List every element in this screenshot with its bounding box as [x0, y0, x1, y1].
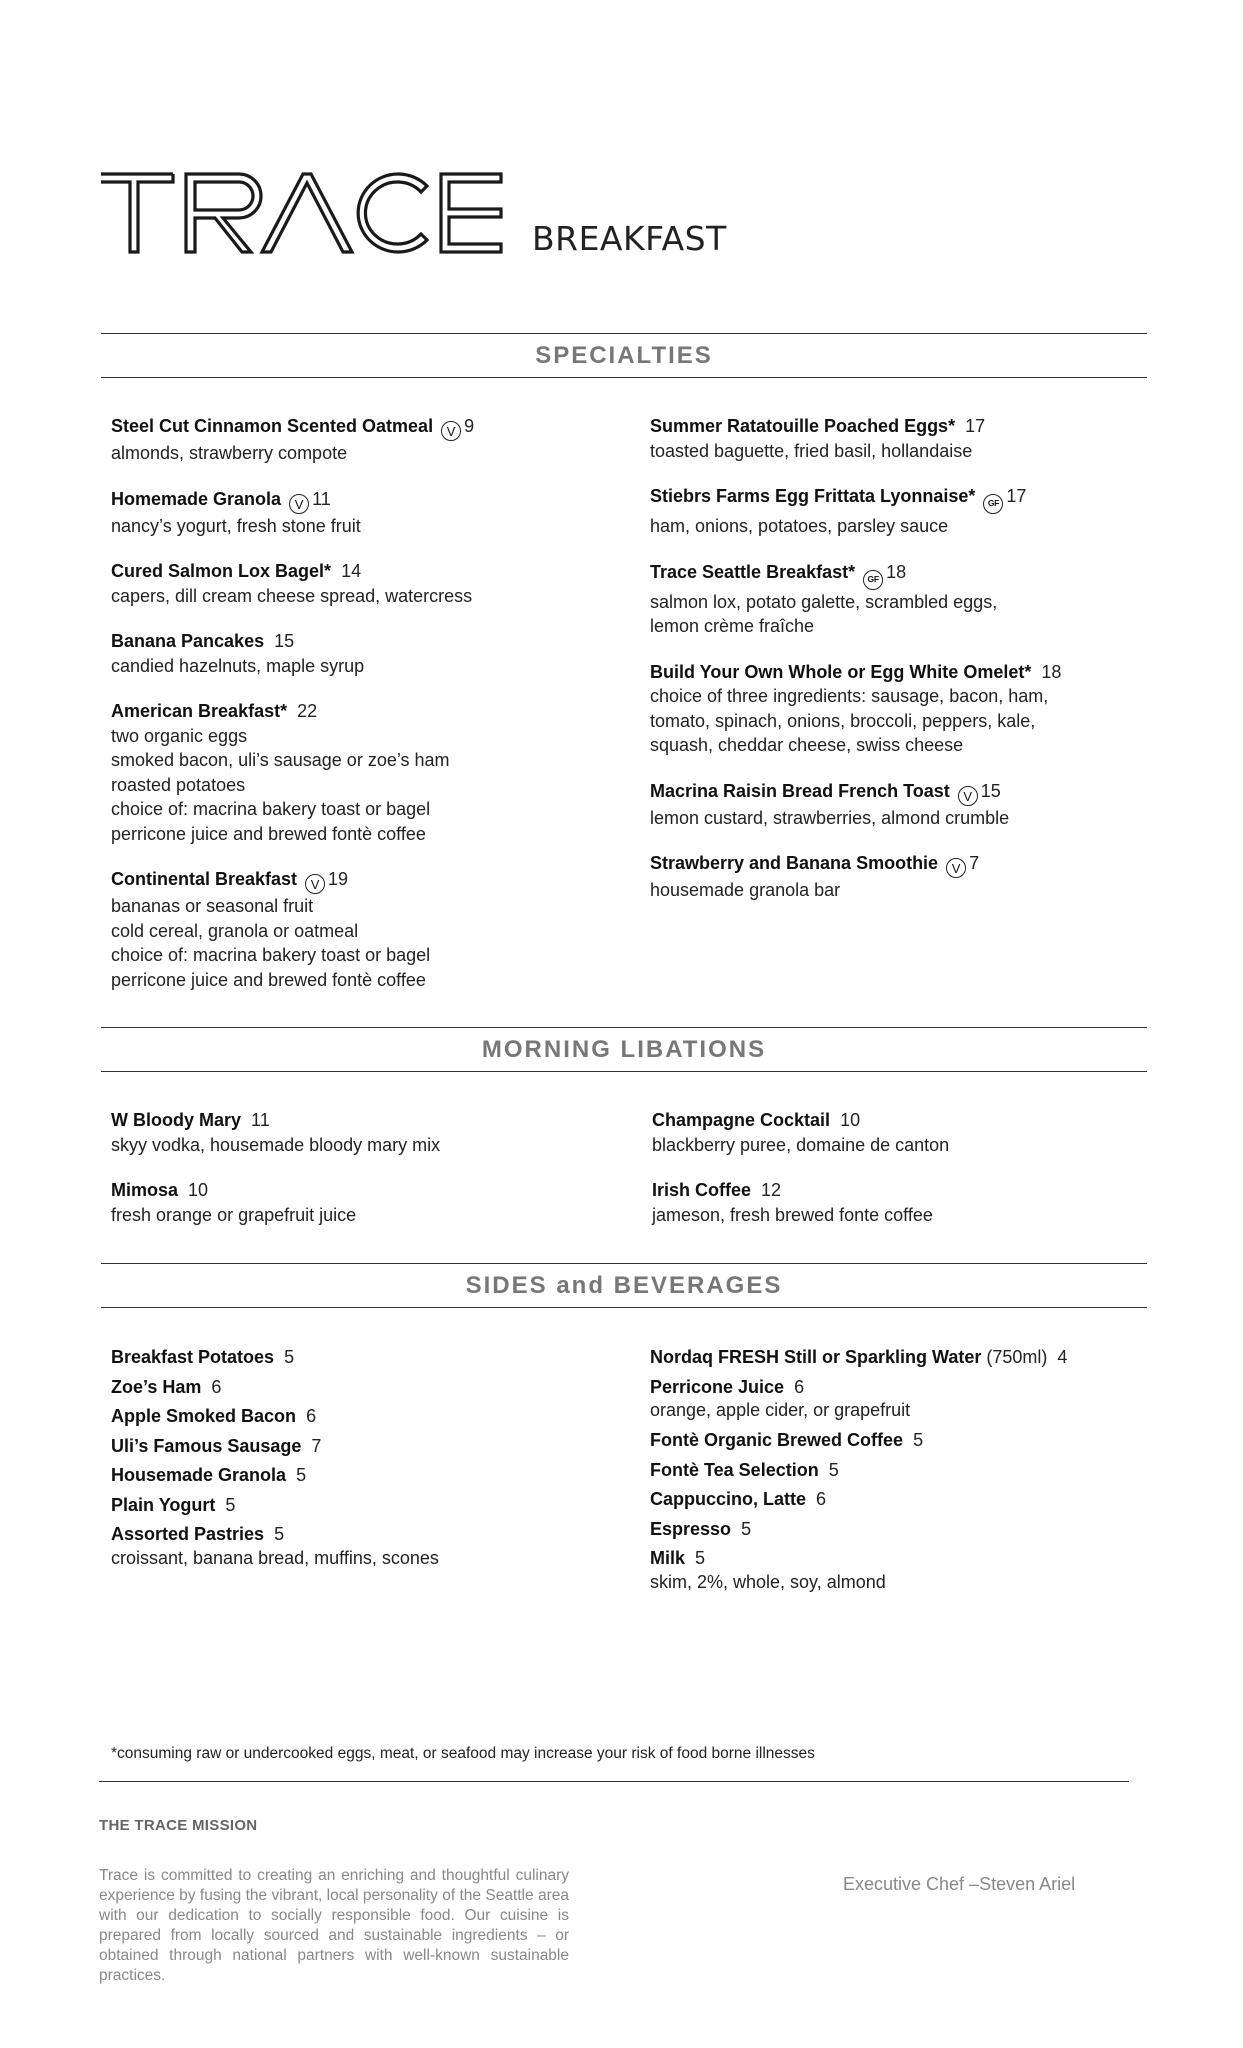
item-price: 5 [225, 1494, 236, 1515]
vegetarian-icon: V [441, 421, 461, 441]
item-price: 5 [296, 1465, 307, 1485]
menu-item [111, 867, 611, 992]
item-description: lemon crème fraîche [650, 616, 815, 636]
spacer [111, 538, 611, 559]
item-price: 6 [816, 1489, 827, 1509]
menu-item-title [111, 559, 611, 584]
menu-item-title [652, 1108, 1152, 1133]
section-title: SPECIALTIES [535, 342, 713, 369]
menu-item [111, 1343, 611, 1373]
item-price: 15 [274, 631, 295, 651]
item-description: skim, 2%, whole, soy, almond [650, 1571, 886, 1592]
item-price: 5 [741, 1518, 752, 1539]
item-name: Homemade Granola [111, 488, 282, 509]
menu-subtitle: BREAKFAST [532, 219, 727, 258]
item-price: 6 [306, 1406, 317, 1426]
item-name: Milk [650, 1548, 686, 1568]
item-name: American Breakfast* [111, 701, 288, 721]
item-description: squash, cheddar cheese, swiss cheese [650, 735, 964, 755]
item-price: 12 [761, 1180, 782, 1200]
item-description: jameson, fresh brewed fonte coffee [652, 1204, 933, 1225]
menu-item [652, 1108, 1152, 1157]
item-price: 6 [794, 1376, 805, 1397]
menu-item [650, 484, 1170, 539]
item-name: Espresso [650, 1518, 732, 1539]
item-description: capers, dill cream cheese spread, watercress [111, 585, 473, 606]
menu-item [650, 560, 1170, 639]
item-description: lemon custard, strawberries, almond crumble [650, 807, 1010, 828]
menu-item [111, 1491, 611, 1521]
item-description: perricone juice and brewed fontè coffee [111, 823, 426, 844]
item-description: candied hazelnuts, maple syrup [111, 655, 365, 676]
item-price: 11 [312, 488, 331, 509]
specialties-right-column [650, 414, 1170, 903]
item-price: 9 [464, 416, 475, 436]
item-description: almonds, strawberry compote [111, 443, 348, 463]
divider [99, 1781, 1129, 1782]
gluten-free-icon: GF [983, 494, 1003, 514]
menu-item [111, 699, 611, 846]
item-name: Steel Cut Cinnamon Scented Oatmeal [111, 416, 434, 436]
spacer [650, 539, 1170, 560]
item-name: Perricone Juice [650, 1376, 785, 1397]
menu-item-title [650, 660, 1170, 685]
item-description: smoked bacon, uli’s sausage or zoe’s ham [111, 750, 450, 770]
item-size: (750ml) [986, 1347, 1048, 1367]
menu-item [111, 487, 611, 539]
section-title: MORNING LIBATIONS [481, 1036, 767, 1063]
item-description: fresh orange or grapefruit juice [111, 1204, 357, 1225]
item-price: 7 [969, 853, 980, 873]
menu-item-title [111, 487, 611, 514]
menu-item-title [111, 1108, 611, 1133]
menu-item [111, 629, 611, 678]
item-name: Macrina Raisin Bread French Toast [650, 780, 950, 801]
menu-item [650, 414, 1170, 463]
item-name: Cappuccino, Latte [650, 1489, 807, 1509]
item-description: croissant, banana bread, muffins, scones [111, 1547, 439, 1568]
executive-chef: Executive Chef –Steven Ariel [843, 1874, 1076, 1894]
item-name: Build Your Own Whole or Egg White Omelet* [650, 661, 1032, 682]
item-description: salmon lox, potato galette, scrambled eggs, [650, 591, 998, 612]
item-price: 19 [328, 869, 349, 889]
item-name: Mimosa [111, 1180, 179, 1200]
item-description: nancy’s yogurt, fresh stone fruit [111, 515, 361, 536]
menu-item-title [650, 484, 1170, 514]
spacer [650, 758, 1170, 779]
item-description: toasted baguette, fried basil, hollandaise [650, 440, 973, 461]
menu-item-title [650, 560, 1170, 590]
item-price: 17 [1006, 486, 1027, 506]
spacer [111, 466, 611, 487]
item-price: 10 [840, 1110, 861, 1130]
vegetarian-icon: V [305, 874, 325, 894]
mission-title: THE TRACE MISSION [99, 1817, 258, 1834]
item-description: cold cereal, granola or oatmeal [111, 920, 359, 941]
item-name: Fontè Tea Selection [650, 1459, 819, 1480]
menu-item-title [650, 779, 1170, 806]
item-price: 6 [211, 1376, 222, 1397]
spacer [111, 846, 611, 867]
item-price: 14 [341, 561, 362, 581]
item-price: 17 [965, 416, 986, 436]
item-name: Fontè Organic Brewed Coffee [650, 1430, 904, 1450]
item-name: Irish Coffee [652, 1180, 752, 1200]
menu-item [650, 1485, 1170, 1515]
item-description: tomato, spinach, onions, broccoli, peppers, kale, [650, 710, 1036, 731]
menu-item [111, 1373, 611, 1403]
menu-item [111, 1178, 611, 1227]
menu-item [111, 1432, 611, 1462]
spacer [652, 1157, 1152, 1178]
specialties-left-column [111, 414, 611, 992]
menu-item [111, 1108, 611, 1157]
item-description: two organic eggs [111, 725, 248, 746]
item-name: Continental Breakfast [111, 869, 298, 889]
item-name: Nordaq FRESH Still or Sparkling Water [650, 1347, 982, 1367]
item-price: 5 [695, 1548, 706, 1568]
item-price: 22 [297, 701, 318, 721]
menu-item-title [111, 414, 611, 441]
item-name: Champagne Cocktail [652, 1110, 831, 1130]
vegetarian-icon: V [289, 494, 309, 514]
menu-item [111, 1402, 611, 1432]
vegetarian-icon: V [958, 786, 978, 806]
menu-item [652, 1178, 1152, 1227]
item-price: 15 [980, 780, 1001, 801]
spacer [111, 678, 611, 699]
item-description: housemade granola bar [650, 880, 841, 900]
vegetarian-icon: V [946, 858, 966, 878]
item-price: 18 [1041, 661, 1062, 682]
item-description: choice of: macrina bakery toast or bagel [111, 799, 431, 819]
menu-item-title [650, 414, 1170, 439]
item-name: Summer Ratatouille Poached Eggs* [650, 416, 956, 436]
menu-item [650, 1456, 1170, 1486]
item-description: blackberry puree, domaine de canton [652, 1134, 950, 1155]
item-name: Assorted Pastries [111, 1524, 265, 1544]
spacer [111, 608, 611, 629]
item-description: skyy vodka, housemade bloody mary mix [111, 1134, 441, 1155]
libations-left-column [111, 1108, 611, 1227]
item-name: Breakfast Potatoes [111, 1347, 275, 1367]
menu-item-title [111, 1178, 611, 1203]
item-price: 5 [828, 1459, 839, 1480]
item-description: ham, onions, potatoes, parsley sauce [650, 516, 949, 536]
item-name: Uli’s Famous Sausage [111, 1435, 302, 1456]
item-name: Zoe’s Ham [111, 1376, 202, 1397]
item-description: roasted potatoes [111, 774, 246, 795]
item-price: 18 [886, 561, 907, 582]
menu-item [111, 414, 611, 466]
menu-item-title [111, 867, 611, 894]
item-name: Housemade Granola [111, 1465, 287, 1485]
item-price: 7 [311, 1435, 322, 1456]
item-price: 11 [251, 1110, 270, 1130]
mission-text: Trace is committed to creating an enriching and thoughtful culinary experience by fusing the vibrant, local personality of the Seattle area with our dedication to socially responsible food. Our cuisine is prepared from locally sourced and sustainable ingredients – or obtained through national partners with well-known sustainable practices. [99, 1867, 569, 1984]
item-name: Banana Pancakes [111, 631, 265, 651]
menu-item [650, 660, 1170, 758]
item-name: Trace Seattle Breakfast* [650, 561, 856, 582]
item-name: Stiebrs Farms Egg Frittata Lyonnaise* [650, 486, 976, 506]
sides-right-column [650, 1343, 1170, 1598]
menu-item-title [111, 629, 611, 654]
menu-item-title [652, 1178, 1152, 1203]
item-description: bananas or seasonal fruit [111, 896, 314, 916]
spacer [650, 830, 1170, 851]
item-price: 5 [284, 1347, 295, 1367]
section-title: SIDES and BEVERAGES [465, 1272, 783, 1299]
raw-food-disclaimer: *consuming raw or undercooked eggs, meat, or seafood may increase your risk of food borne illnesses [111, 1745, 815, 1762]
menu-item [650, 1426, 1170, 1456]
item-description: perricone juice and brewed fontè coffee [111, 969, 426, 990]
menu-item [650, 1343, 1170, 1373]
libations-right-column [652, 1108, 1152, 1227]
gluten-free-icon: GF [863, 570, 883, 590]
item-name: Cured Salmon Lox Bagel* [111, 561, 332, 581]
item-price: 5 [913, 1430, 924, 1450]
spacer [111, 1157, 611, 1178]
item-price: 4 [1057, 1347, 1068, 1367]
item-name: Apple Smoked Bacon [111, 1406, 297, 1426]
menu-item [111, 1461, 611, 1491]
menu-item [650, 851, 1170, 903]
menu-item [650, 1515, 1170, 1545]
menu-item-title [111, 699, 611, 724]
spacer [650, 463, 1170, 484]
menu-item [111, 559, 611, 608]
item-price: 5 [274, 1524, 285, 1544]
item-description: choice of three ingredients: sausage, bacon, ham, [650, 686, 1049, 706]
specialties-header [101, 333, 1147, 378]
libations-header [101, 1027, 1147, 1072]
menu-item [650, 779, 1170, 831]
item-description: choice of: macrina bakery toast or bagel [111, 945, 431, 965]
item-price: 10 [188, 1180, 209, 1200]
spacer [650, 639, 1170, 660]
sides-header [101, 1263, 1147, 1308]
item-name: W Bloody Mary [111, 1110, 242, 1130]
item-name: Strawberry and Banana Smoothie [650, 853, 939, 873]
sides-left-column [111, 1343, 611, 1574]
item-description: orange, apple cider, or grapefruit [650, 1400, 911, 1420]
item-name: Plain Yogurt [111, 1494, 216, 1515]
menu-item-title [650, 851, 1170, 878]
